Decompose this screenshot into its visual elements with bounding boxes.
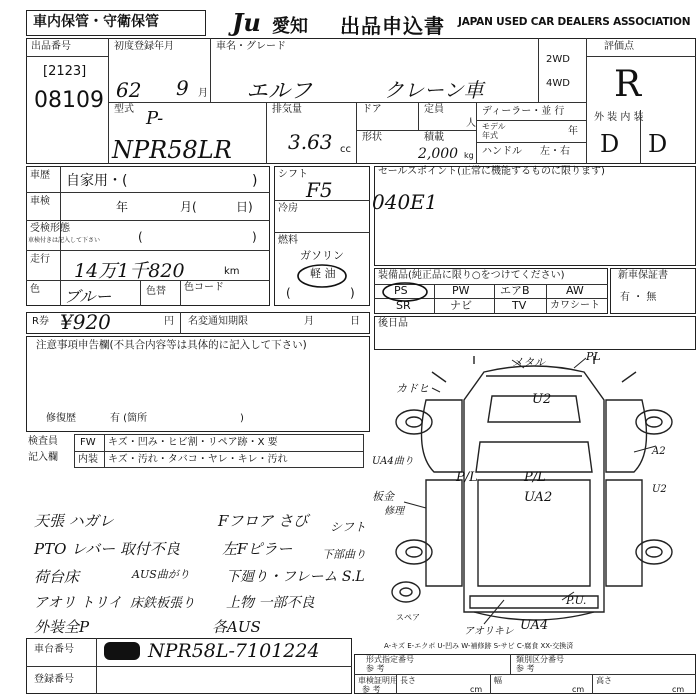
inspector-label2: 記入欄 [28, 452, 58, 463]
damage-legend: A-キズ E-エクボ U-凹み W-補修跡 S-サビ C-腐食 XX-交換済 [384, 642, 574, 650]
equip-ps: PS [394, 284, 408, 297]
sales-point-value: 040E1 [372, 190, 438, 214]
category-sub: 参 考 [516, 664, 535, 673]
rating-label: 評価点 [604, 41, 634, 52]
receipt-sub: 車検付きは記入して下さい [28, 237, 101, 244]
name-grade-label: 車名・グレード [216, 41, 286, 52]
color-change-label: 色替 [146, 286, 166, 297]
interior-label: 内装 [78, 454, 98, 465]
history-close: ) [252, 173, 258, 189]
warranty-options: 有 ・ 無 [620, 292, 657, 303]
history-block [26, 166, 270, 306]
note-floor-rust: Fフロア さび [218, 512, 309, 530]
load-value: 2,000 [418, 146, 459, 162]
mark-pl-left: P/L [456, 470, 478, 485]
mileage-label: 走行 [30, 254, 50, 265]
engine-label: 排気量 [272, 104, 302, 115]
mark-ua4-bend: UA4曲り [372, 456, 414, 467]
height-unit: cm [672, 685, 685, 694]
repair-label: 修復歴 [46, 413, 76, 424]
shape-label: 形状 [362, 132, 382, 143]
note-each-aus: 各AUS [212, 618, 261, 636]
note-pillar: 左Fピラー [222, 540, 293, 558]
repair-value: 有 (箇所 [110, 413, 148, 424]
logo-region: 愛知 [272, 16, 308, 37]
note-frame: 下廻り・フレーム S.L [226, 569, 365, 585]
inspector-label1: 検査員 [28, 436, 58, 447]
inspection-year-unit: 年 [116, 200, 129, 214]
inspection-day-unit: 日) [236, 200, 253, 214]
recycle-unit: 円 [164, 316, 174, 327]
mark-ua4-bottom: UA4 [520, 618, 549, 633]
note-lower-bend: 下部曲り [322, 548, 366, 561]
registration-month: 9 [176, 76, 189, 100]
name-change-month: 月 [304, 316, 314, 327]
equip-pw: PW [452, 284, 470, 297]
history-value: 自家用・( [66, 173, 128, 189]
sales-point-label: セールスポイント(正常に機能するものに限ります) [378, 166, 605, 177]
cert-sub: 参 考 [362, 685, 381, 694]
mark-corner: カドヒ [396, 382, 429, 395]
interior-items: キズ・汚れ・タバコ・ヤレ・キレ・汚れ [108, 454, 288, 465]
recycle-value: ¥920 [60, 310, 111, 334]
fuel-open: ( [286, 286, 291, 300]
mileage-unit: km [224, 266, 240, 277]
equip-aw: AW [566, 284, 584, 297]
inspection-month-unit: 月( [180, 200, 197, 214]
model-prefix: P- [146, 108, 164, 129]
ju-logo: Ju [232, 8, 261, 37]
mark-spare: スペア [396, 613, 420, 622]
lot-sub-number: [2123] [43, 64, 87, 79]
equip-leather: カワシート [550, 300, 600, 311]
category-label: 類別区分番号 [516, 655, 564, 664]
engine-value: 3.63 [288, 130, 333, 154]
later-items-label: 後日品 [378, 318, 408, 329]
receipt-label: 受検形態 [30, 223, 70, 234]
fuel-diesel: 軽 油 [310, 267, 336, 280]
mark-a2-right: A2 [652, 446, 666, 457]
receipt-close: ) [252, 230, 257, 244]
model-code: NPR58LR [112, 136, 232, 164]
height-label: 高さ [596, 676, 612, 685]
interior-grade: D [648, 130, 668, 158]
model-year-unit: 年 [568, 126, 578, 137]
shift-value: F5 [306, 178, 333, 202]
cert-label: 車検証明用 [358, 676, 398, 685]
mark-repair: 修理 [384, 506, 404, 517]
mark-metal: メタル [512, 356, 545, 369]
note-gate: アオリ トリイ [34, 595, 122, 611]
mark-u2-top: U2 [532, 392, 552, 407]
name-change-label: 名変通知期限 [188, 316, 248, 327]
fw-items: キズ・凹み・ヒビ割・リペア跡・X 要 [108, 437, 278, 448]
mark-pl-center: P/L [524, 470, 546, 485]
dealer-label: ディーラー・並 行 [482, 106, 565, 117]
warranty-label: 新車保証書 [618, 270, 668, 281]
handle-label: ハンドル [482, 146, 522, 157]
receipt-open: ( [138, 230, 143, 244]
chassis-label: 車台番号 [34, 644, 74, 655]
notes-label: 注意事項申告欄(不具合内容等は具体的に記入して下さい) [36, 339, 307, 351]
mark-u2-right: U2 [652, 484, 667, 495]
name-change-day: 日 [350, 316, 360, 327]
fw-label: FW [80, 437, 96, 448]
chassis-redaction [104, 642, 140, 660]
note-pto: PTO レバー 取付不良 [34, 540, 180, 558]
load-unit: kg [464, 151, 474, 160]
handle-options: 左・右 [540, 146, 570, 157]
note-bed-floor: 荷台床 [34, 568, 80, 586]
mark-pu: P.U. [566, 594, 587, 607]
equip-navi: ナビ [450, 299, 472, 312]
equip-tv: TV [512, 299, 527, 312]
length-label: 長さ [400, 676, 416, 685]
note-aus-bend: AUS曲がり [132, 568, 190, 581]
mark-pl-top: PL [586, 350, 601, 363]
engine-unit: cc [340, 144, 351, 155]
drive-4wd: 4WD [546, 78, 570, 89]
registration-year: 62 [116, 78, 142, 102]
model-label: 型式 [114, 104, 134, 115]
color-code-label: 色コード [184, 282, 224, 293]
length-unit: cm [470, 685, 483, 694]
note-shift: シフト [330, 520, 367, 534]
note-ceiling: 天張 ハガレ [34, 512, 114, 530]
note-exterior: 外装全P [34, 618, 90, 636]
repair-close: ) [240, 413, 244, 424]
cooling-label: 冷房 [278, 203, 298, 214]
lot-label: 出品番号 [31, 41, 71, 52]
doors-label: ドア [362, 104, 382, 115]
storage-note: 車内保管・守衛保管 [33, 14, 159, 30]
chassis-value: NPR58L-7101224 [148, 640, 320, 662]
fuel-gasoline: ガソリン [300, 249, 344, 262]
mark-gate-cut: アオリキレ [464, 626, 514, 637]
model-year-label2: 年式 [482, 131, 498, 140]
capacity-unit: 人 [466, 118, 476, 129]
form-no-sub: 参 考 [366, 664, 385, 673]
association-name: JAPAN USED CAR DEALERS ASSOCIATION [458, 16, 691, 28]
equip-sr: SR [396, 299, 411, 312]
shift-label: シフト [278, 169, 308, 180]
fuel-label: 燃料 [278, 235, 298, 246]
mark-sheet-metal: 板金 [372, 490, 394, 503]
mileage-value: 14万1千820 [74, 260, 185, 282]
equip-airbag: エアB [500, 284, 530, 297]
note-iron-plate: 床鉄板張り [130, 596, 196, 611]
reg-no-label: 登録番号 [34, 674, 74, 685]
inspection-label: 車検 [30, 196, 50, 207]
later-items-block [374, 316, 696, 350]
form-no-label: 形式指定番号 [366, 655, 414, 664]
ext-int-label: 外 装 内 装 [594, 112, 644, 123]
fuel-close: ) [350, 286, 355, 300]
exterior-grade: D [600, 130, 620, 158]
capacity-label: 定員 [424, 104, 444, 115]
history-label: 車歴 [30, 170, 50, 181]
form-title: 出品申込書 [340, 14, 445, 38]
recycle-label: R券 [32, 316, 49, 327]
vehicle-name: エルフ [246, 79, 313, 104]
width-unit: cm [572, 685, 585, 694]
mark-ua2-center: UA2 [524, 490, 553, 505]
rating-score: R [614, 64, 642, 105]
note-upper: 上物 一部不良 [226, 595, 315, 611]
sales-point-block [374, 166, 696, 266]
width-label: 幅 [494, 676, 502, 685]
drive-2wd: 2WD [546, 54, 570, 65]
vehicle-grade: クレーン車 [384, 78, 484, 102]
lot-number: 08109 [34, 88, 104, 113]
model-year-label1: モデル [482, 122, 506, 131]
registration-label: 初度登録年月 [114, 41, 174, 52]
color-label: 色 [30, 284, 40, 295]
registration-month-unit: 月 [198, 88, 208, 99]
load-label: 積載 [424, 132, 444, 143]
color-value: ブルー [64, 287, 112, 306]
equipment-label: 装備品(純正品に限り○をつけてください) [378, 270, 565, 281]
